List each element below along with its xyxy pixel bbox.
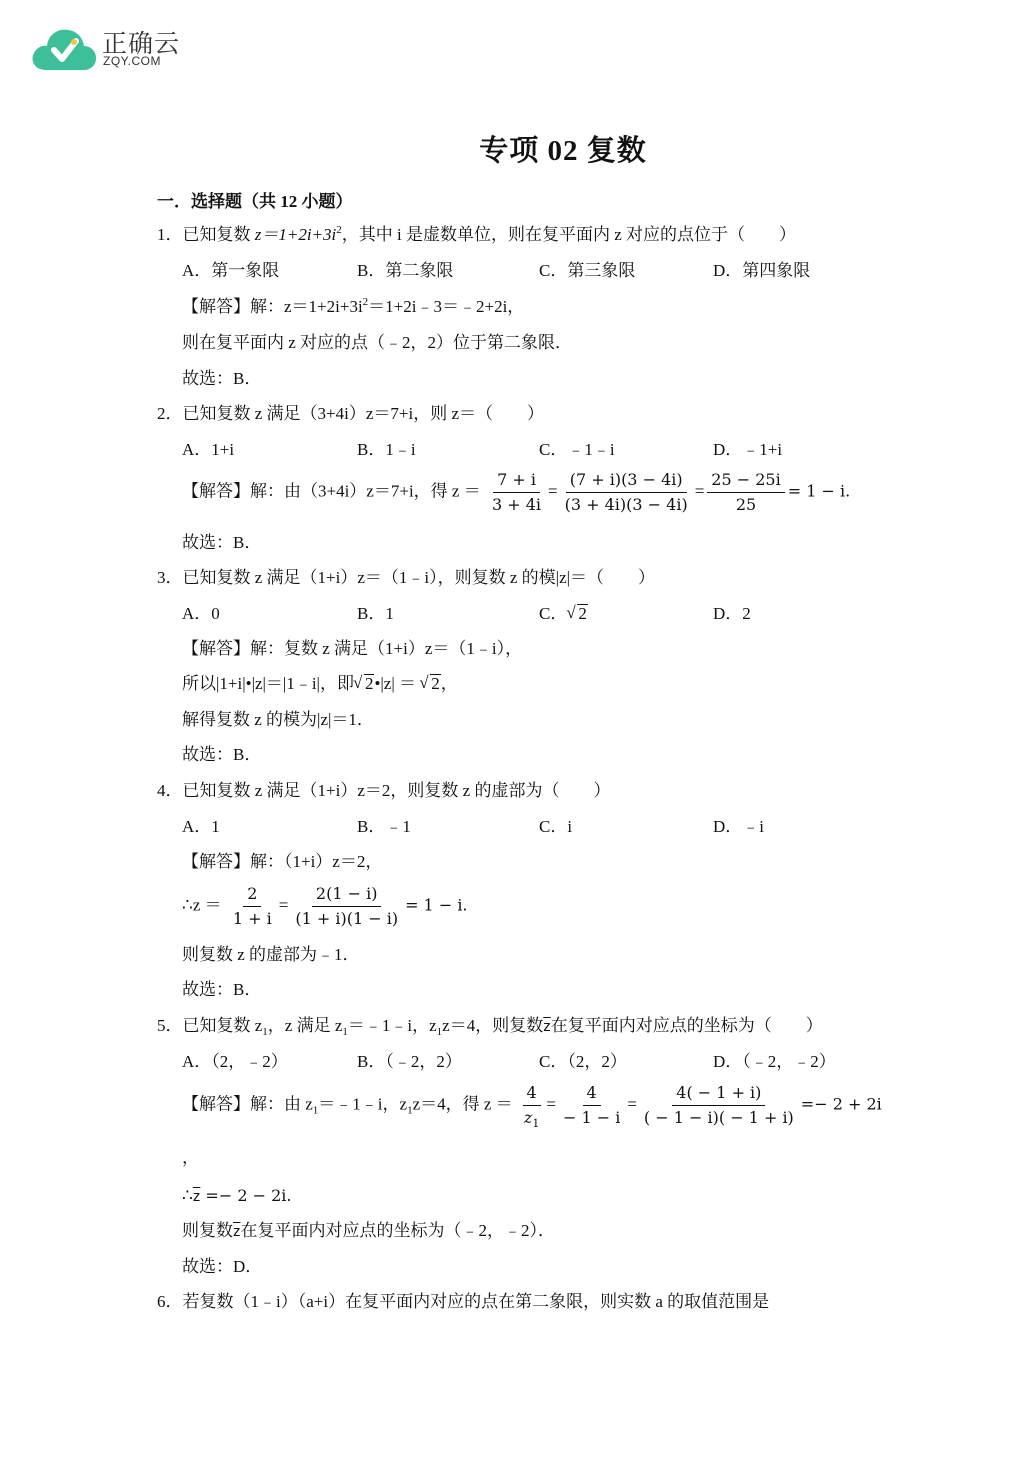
- zqy-logo: [30, 22, 190, 76]
- q1-answer: 故选：B．: [182, 369, 262, 388]
- q1-option-c: C．第三象限: [539, 261, 636, 280]
- q3-answer: 故选：B．: [182, 745, 262, 764]
- sqrt-expression: √ 2: [354, 672, 375, 696]
- q3-option-a: A．0: [182, 604, 220, 623]
- section-heading: 一．选择题（共 12 小题）: [157, 192, 353, 211]
- q5-option-d: D．（﹣2，﹣2）: [713, 1052, 836, 1071]
- q5-option-c: C．（2，2）: [539, 1052, 627, 1071]
- q4-option-d: D．﹣i: [713, 817, 764, 836]
- q3-solution-line-1: 【解答】解：复数 z 满足（1+i）z＝（1﹣i），: [182, 639, 523, 658]
- fraction: $\frac{4}{z_1}$: [523, 1083, 540, 1130]
- question-3-stem: 3．已知复数 z 满足（1+i）z＝（1﹣i），则复数 z 的模|z|＝（ ）: [157, 568, 656, 587]
- question-5-stem: 5．已知复数 $z_1$，z 满足 $z_1=﹣1﹣i$，$z_1z=4$，则复数$\overline{z}$在复平面内对应点的坐标为（ ）: [157, 1016, 823, 1038]
- q2-solution-line-1: 【解答】解：由（3+4i）z＝7+i，得 z ＝ $\frac{7 + i}{3 + 4i}$ = $\frac{(7 + i)(3 - 4i)}{(3 + 4i)(3 - 4i)}$ = $\frac{25 - 25i}{25}$ = 1 − i.: [182, 470, 851, 514]
- q5-option-b: B．（﹣2，2）: [357, 1052, 462, 1071]
- brand-name: 正确云: [102, 29, 181, 58]
- fraction: $\frac{4}{- 1 - i}$: [562, 1083, 621, 1127]
- q4-solution-line-2: ∴z ＝ $\frac{2}{1 + i}$ = $\frac{2(1 - i)}{(1 + i)(1 - i)}$ = 1 − i.: [182, 884, 468, 928]
- question-6-stem: 6．若复数（1﹣i）（a+i）在复平面内对应的点在第二象限，则实数 a 的取值范围是: [157, 1292, 770, 1311]
- q5-solution-line-1: 【解答】解：由 $z_1=﹣1﹣i$，$z_1z=4$，得 z ＝ $\frac{4}{z_1}$ = $\frac{4}{- 1 - i}$ = $\frac{4( - 1 + i)}{( - 1 - i)( - 1 + i)}$ =− 2 + 2i: [182, 1083, 882, 1130]
- q1-solution-line-2: 则在复平面内 z 对应的点（﹣2，2）位于第二象限．: [182, 333, 573, 352]
- q5-solution-line-3: 则复数$\overline{z}$在复平面内对应点的坐标为（﹣2，﹣2）．: [182, 1221, 555, 1240]
- q4-solution-line-1: 【解答】解：（1+i）z＝2，: [182, 852, 383, 871]
- brand-domain: ZQY.COM: [103, 54, 161, 68]
- q2-option-a: A．1+i: [182, 440, 235, 459]
- q4-option-a: A．1: [182, 817, 220, 836]
- q3-solution-line-3: 解得复数 z 的模为|z|＝1．: [182, 710, 374, 729]
- q4-answer: 故选：B．: [182, 980, 262, 999]
- q5-answer: 故选：D．: [182, 1257, 263, 1276]
- fraction: $\frac{7 + i}{3 + 4i}$: [491, 470, 542, 514]
- question-2-stem: 2．已知复数 z 满足（3+4i）z＝7+i，则 z＝（ ）: [157, 404, 545, 423]
- q2-option-d: D．﹣1+i: [713, 440, 783, 459]
- q5-solution-line-2: $\therefore\overline{z} =- 2 - 2i$.: [182, 1186, 292, 1205]
- q2-answer: 故选：B．: [182, 533, 262, 552]
- q1-solution-line-1: 【解答】解：$z=1+2i+3i^2=1+2i﹣3=﹣2+2i$，: [182, 296, 525, 316]
- q3-option-c: C． √ 2: [539, 602, 588, 626]
- q3-option-b: B．1: [357, 604, 394, 623]
- q5-trailing-comma: ，: [182, 1148, 199, 1167]
- fraction: $\frac{25 - 25i}{25}$: [707, 470, 784, 515]
- q2-option-b: B．1﹣i: [357, 440, 416, 459]
- q2-option-c: C．﹣1﹣i: [539, 440, 615, 459]
- q1-option-d: D．第四象限: [713, 261, 811, 280]
- sqrt-expression: √ 2: [420, 672, 441, 696]
- cloud-check-icon: [30, 24, 98, 74]
- fraction: $\frac{(7 + i)(3 - 4i)}{(3 + 4i)(3 - 4i)}$: [564, 470, 688, 514]
- question-4-stem: 4．已知复数 z 满足（1+i）z＝2，则复数 z 的虚部为（ ）: [157, 781, 611, 800]
- q4-option-c: C．i: [539, 817, 573, 836]
- q5-option-a: A．（2，﹣2）: [182, 1052, 288, 1071]
- q4-solution-line-3: 则复数 z 的虚部为﹣1．: [182, 945, 360, 964]
- q3-solution-line-2: 所以|1+i|•|z|＝|1﹣i|，即 √ 2•|z| ＝ √ 2，: [182, 672, 458, 696]
- q1-option-b: B．第二象限: [357, 261, 454, 280]
- q3-option-d: D．2: [713, 604, 751, 623]
- fraction: $\frac{2(1 - i)}{(1 + i)(1 - i)}$: [295, 884, 399, 928]
- q4-option-b: B．﹣1: [357, 817, 411, 836]
- question-1-stem: 1．已知复数 $z=1+2i+3i^2$，其中 i 是虚数单位，则在复平面内 z 对应的点位于（ ）: [157, 224, 797, 244]
- fraction: $\frac{4( - 1 + i)}{( - 1 - i)( - 1 + i)}$: [643, 1083, 794, 1127]
- sqrt-expression: √ 2: [567, 602, 588, 626]
- fraction: $\frac{2}{1 + i}$: [232, 884, 272, 928]
- q1-option-a: A．第一象限: [182, 261, 280, 280]
- page-title: 专项 02 复数: [479, 135, 647, 167]
